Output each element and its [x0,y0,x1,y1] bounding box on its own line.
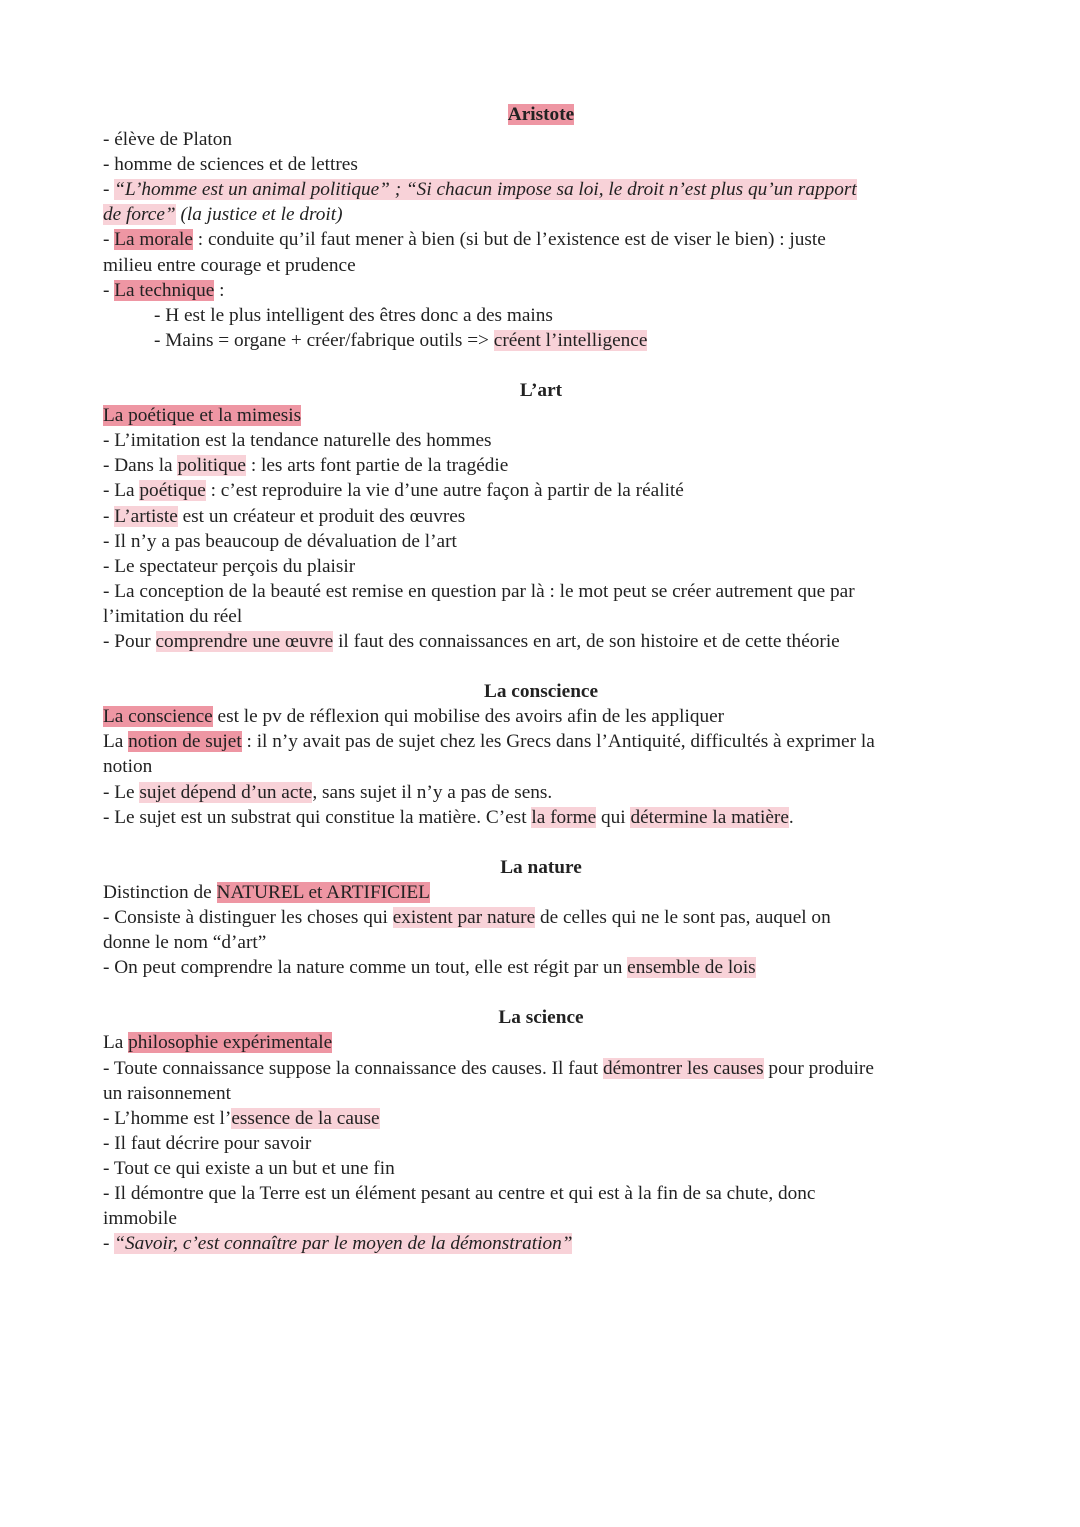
science-line-6: - Il démontre que la Terre est un élément pesant au centre et qui est à la fin de sa chute, donc [103,1183,816,1205]
document-page [103,102,983,1256]
conscience-line-2: La notion de sujet : il n’y avait pas de sujet chez les Grecs dans l’Antiquité, difficultés à exprimer la [103,731,875,753]
art-line-5: - Il n’y a pas beaucoup de dévaluation de l’art [103,530,457,552]
art-line-6: - Le spectateur perçois du plaisir [103,555,356,577]
conscience-line-3: - Le sujet dépend d’un acte, sans sujet il n’y a pas de sens. [103,781,553,803]
aristote-quote-line: - “L’homme est un animal politique” ; “Si chacun impose sa loi, le droit n’est plus qu’un rapport [103,179,857,201]
aristote-technique-line: - La technique : [103,279,225,301]
aristote-quote-line-2: de force” (la justice et le droit) [103,204,343,226]
science-line-7: - “Savoir, c’est connaître par le moyen de la démonstration” [103,1233,573,1255]
aristote-line-platon: - élève de Platon [103,129,233,151]
section-title-science: La science [498,1007,584,1029]
aristote-technique-sub-2: - Mains = organe + créer/fabrique outils => créent l’intelligence [154,329,648,351]
art-line-3: - La poétique : c’est reproduire la vie d’une autre façon à partir de la réalité [103,480,684,502]
art-line-7: - La conception de la beauté est remise en question par là : le mot peut se créer autrement que par [103,580,855,602]
science-line-3: - L’homme est l’essence de la cause [103,1107,380,1129]
spacer [103,830,983,855]
spacer [103,353,983,378]
science-line-1: La philosophie expérimentale [103,1032,333,1054]
conscience-line-2c: notion [103,756,153,778]
spacer [103,654,983,679]
art-line-2: - Dans la politique : les arts font partie de la tragédie [103,455,509,477]
art-line-8: - Pour comprendre une œuvre il faut des connaissances en art, de son histoire et de cette théorie [103,630,840,652]
section-title-nature: La nature [500,856,582,878]
section-title-conscience: La conscience [483,681,599,703]
nature-line-3: - On peut comprendre la nature comme un tout, elle est régit par un ensemble de lois [103,957,756,979]
conscience-line-1: La conscience est le pv de réflexion qui mobilise des avoirs afin de les appliquer [103,706,725,728]
art-line-7b: l’imitation du réel [103,605,243,627]
nature-line-1: Distinction de NATUREL et ARTIFICIEL [103,881,430,903]
aristote-technique-sub-1: - H est le plus intelligent des êtres donc a des mains [154,304,553,326]
art-subtitle: La poétique et la mimesis [103,405,302,427]
science-line-6b: immobile [103,1208,177,1230]
aristote-line-sciences: - homme de sciences et de lettres [103,154,358,176]
nature-line-2: - Consiste à distinguer les choses qui existent par nature de celles qui ne le sont pas, auquel on [103,907,831,928]
science-line-2c: un raisonnement [103,1082,231,1104]
science-line-4: - Il faut décrire pour savoir [103,1132,312,1154]
art-line-1: - L’imitation est la tendance naturelle des hommes [103,430,492,452]
art-line-4: - L’artiste est un créateur et produit des œuvres [103,505,466,527]
science-line-2: - Toute connaissance suppose la connaissance des causes. Il faut démontrer les causes pour produire [103,1057,874,1079]
aristote-morale-line-2: milieu entre courage et prudence [103,254,356,276]
aristote-morale-line: - La morale : conduite qu’il faut mener à bien (si but de l’existence est de viser le bien) : juste [103,229,826,251]
nature-line-2c: donne le nom “d’art” [103,932,267,954]
section-title-aristote: Aristote [507,104,575,125]
science-line-5: - Tout ce qui existe a un but et une fin [103,1157,395,1179]
conscience-line-4: - Le sujet est un substrat qui constitue la matière. C’est la forme qui détermine la matière. [103,806,794,828]
section-title-art: L’art [519,380,563,402]
spacer [103,980,983,1005]
